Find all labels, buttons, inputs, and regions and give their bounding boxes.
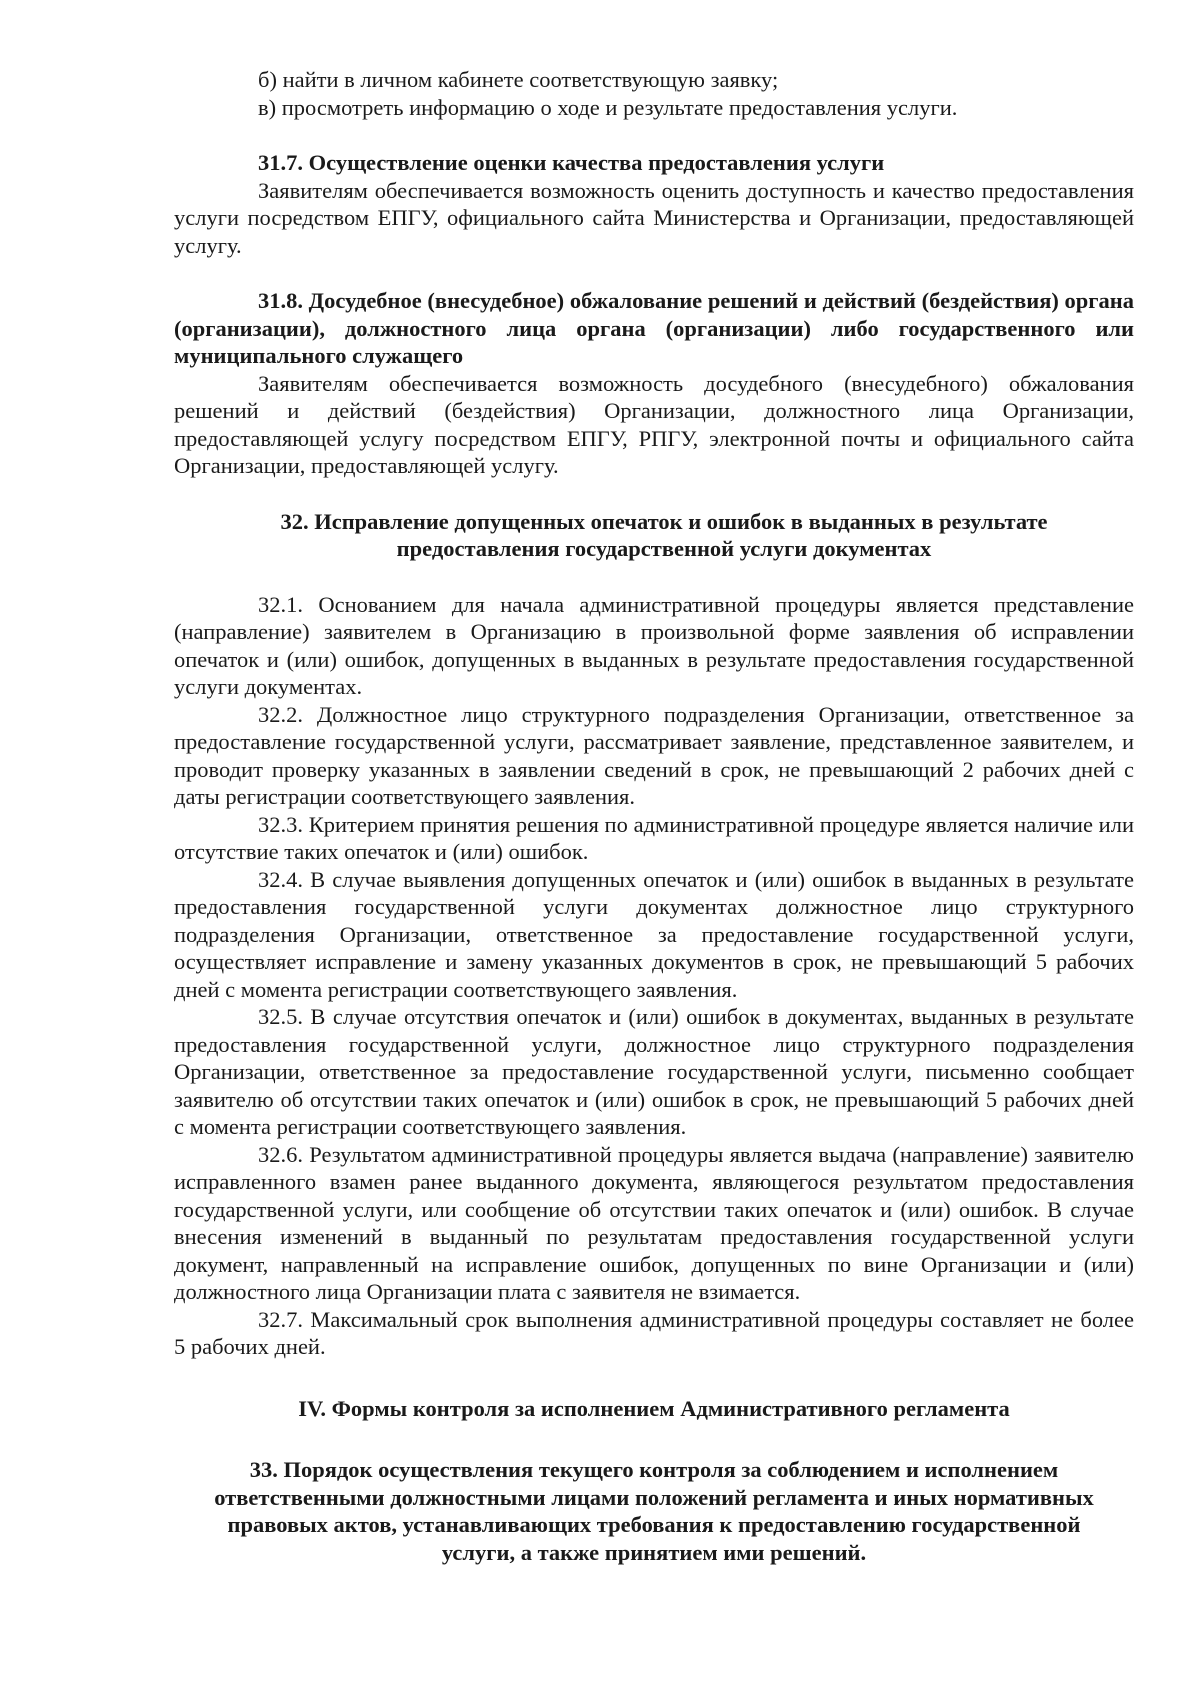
section-33-title: 33. Порядок осуществления текущего контроля за соблюдением и исполнением ответственными должностными лицами положений регламента и иных нормативных правовых актов, устанавливающих требования к предоставлению государственной услуги, а также принятием ими решений. <box>214 1457 1094 1565</box>
part-4-title: IV. Формы контроля за исполнением Административного регламента <box>298 1395 1010 1421</box>
paragraph-32-3: 32.3. Критерием принятия решения по административной процедуре является наличие или отсутствие таких опечаток и (или) ошибок. <box>174 811 1134 864</box>
paragraph-32-2: 32.2. Должностное лицо структурного подразделения Организации, ответственное за предоставление государственной услуги, рассматривает заявление, представленное заявителем, и проводит проверку указанных в заявлении сведений в срок, не превышающий 2 рабочих дней с даты регистрации соответствующего заявления. <box>174 701 1134 809</box>
section-31-7-body: Заявителям обеспечивается возможность оценить доступность и качество предоставления услуги посредством ЕПГУ, официального сайта Министерства и Организации, предоставляющей услугу. <box>174 177 1134 258</box>
paragraph-32-1: 32.1. Основанием для начала административной процедуры является представление (направление) заявителем в Организацию в произвольной форме заявления об исправлении опечаток и (или) ошибок, допущенных в выданных в результате предоставления государственной услуги документах. <box>174 591 1134 699</box>
paragraph-32-6: 32.6. Результатом административной процедуры является выдача (направление) заявителю исправленного взамен ранее выданного документа, являющегося результатом предоставления государственной услуги, или сообщение об отсутствии таких опечаток и (или) ошибок. В случае внесения изменений в выданный по результатам предоставления государственной услуги документ, направленный на исправление ошибок, допущенных по вине Организации и (или) должностного лица Организации плата с заявителя не взимается. <box>174 1141 1134 1304</box>
section-31-7-title: 31.7. Осуществление оценки качества предоставления услуги <box>258 150 885 175</box>
section-31-8-body: Заявителям обеспечивается возможность досудебного (внесудебного) обжалования решений и действий (бездействия) Организации, должностного лица Организации, предоставляющей услугу посредством ЕПГУ, РПГУ, электронной почты и официального сайта Организации, предоставляющей услугу. <box>174 370 1134 478</box>
section-32-title: 32. Исправление допущенных опечаток и ошибок в выданных в результате предоставления государственной услуги документах <box>280 508 1048 561</box>
list-item-b: б) найти в личном кабинете соответствующую заявку; <box>258 67 779 92</box>
section-32-paragraphs <box>174 591 1134 1361</box>
section-31-8-title: 31.8. Досудебное (внесудебное) обжалование решений и действий (бездействия) органа (организации), должностного лица органа (организации) либо государственного или муниципального служащего <box>174 288 1134 368</box>
paragraph-32-5: 32.5. В случае отсутствия опечаток и (или) ошибок в документах, выданных в результате предоставления государственной услуги, должностное лицо структурного подразделения Организации, ответственное за предоставление государственной услуги, письменно сообщает заявителю об отсутствии таких опечаток и (или) ошибок в срок, не превышающий 5 рабочих дней с момента регистрации соответствующего заявления. <box>174 1004 1134 1139</box>
list-item-v: в) просмотреть информацию о ходе и результате предоставления услуги. <box>258 94 958 120</box>
paragraph-32-7: 32.7. Максимальный срок выполнения административной процедуры составляет не более 5 рабочих дней. <box>174 1306 1134 1359</box>
paragraph-32-4: 32.4. В случае выявления допущенных опечаток и (или) ошибок в выданных в результате предоставления государственной услуги документах должностное лицо структурного подразделения Организации, ответственное за предоставление государственной услуги, осуществляет исправление и замену указанных документов в срок, не превышающий 5 рабочих дней с момента регистрации соответствующего заявления. <box>174 866 1134 1002</box>
